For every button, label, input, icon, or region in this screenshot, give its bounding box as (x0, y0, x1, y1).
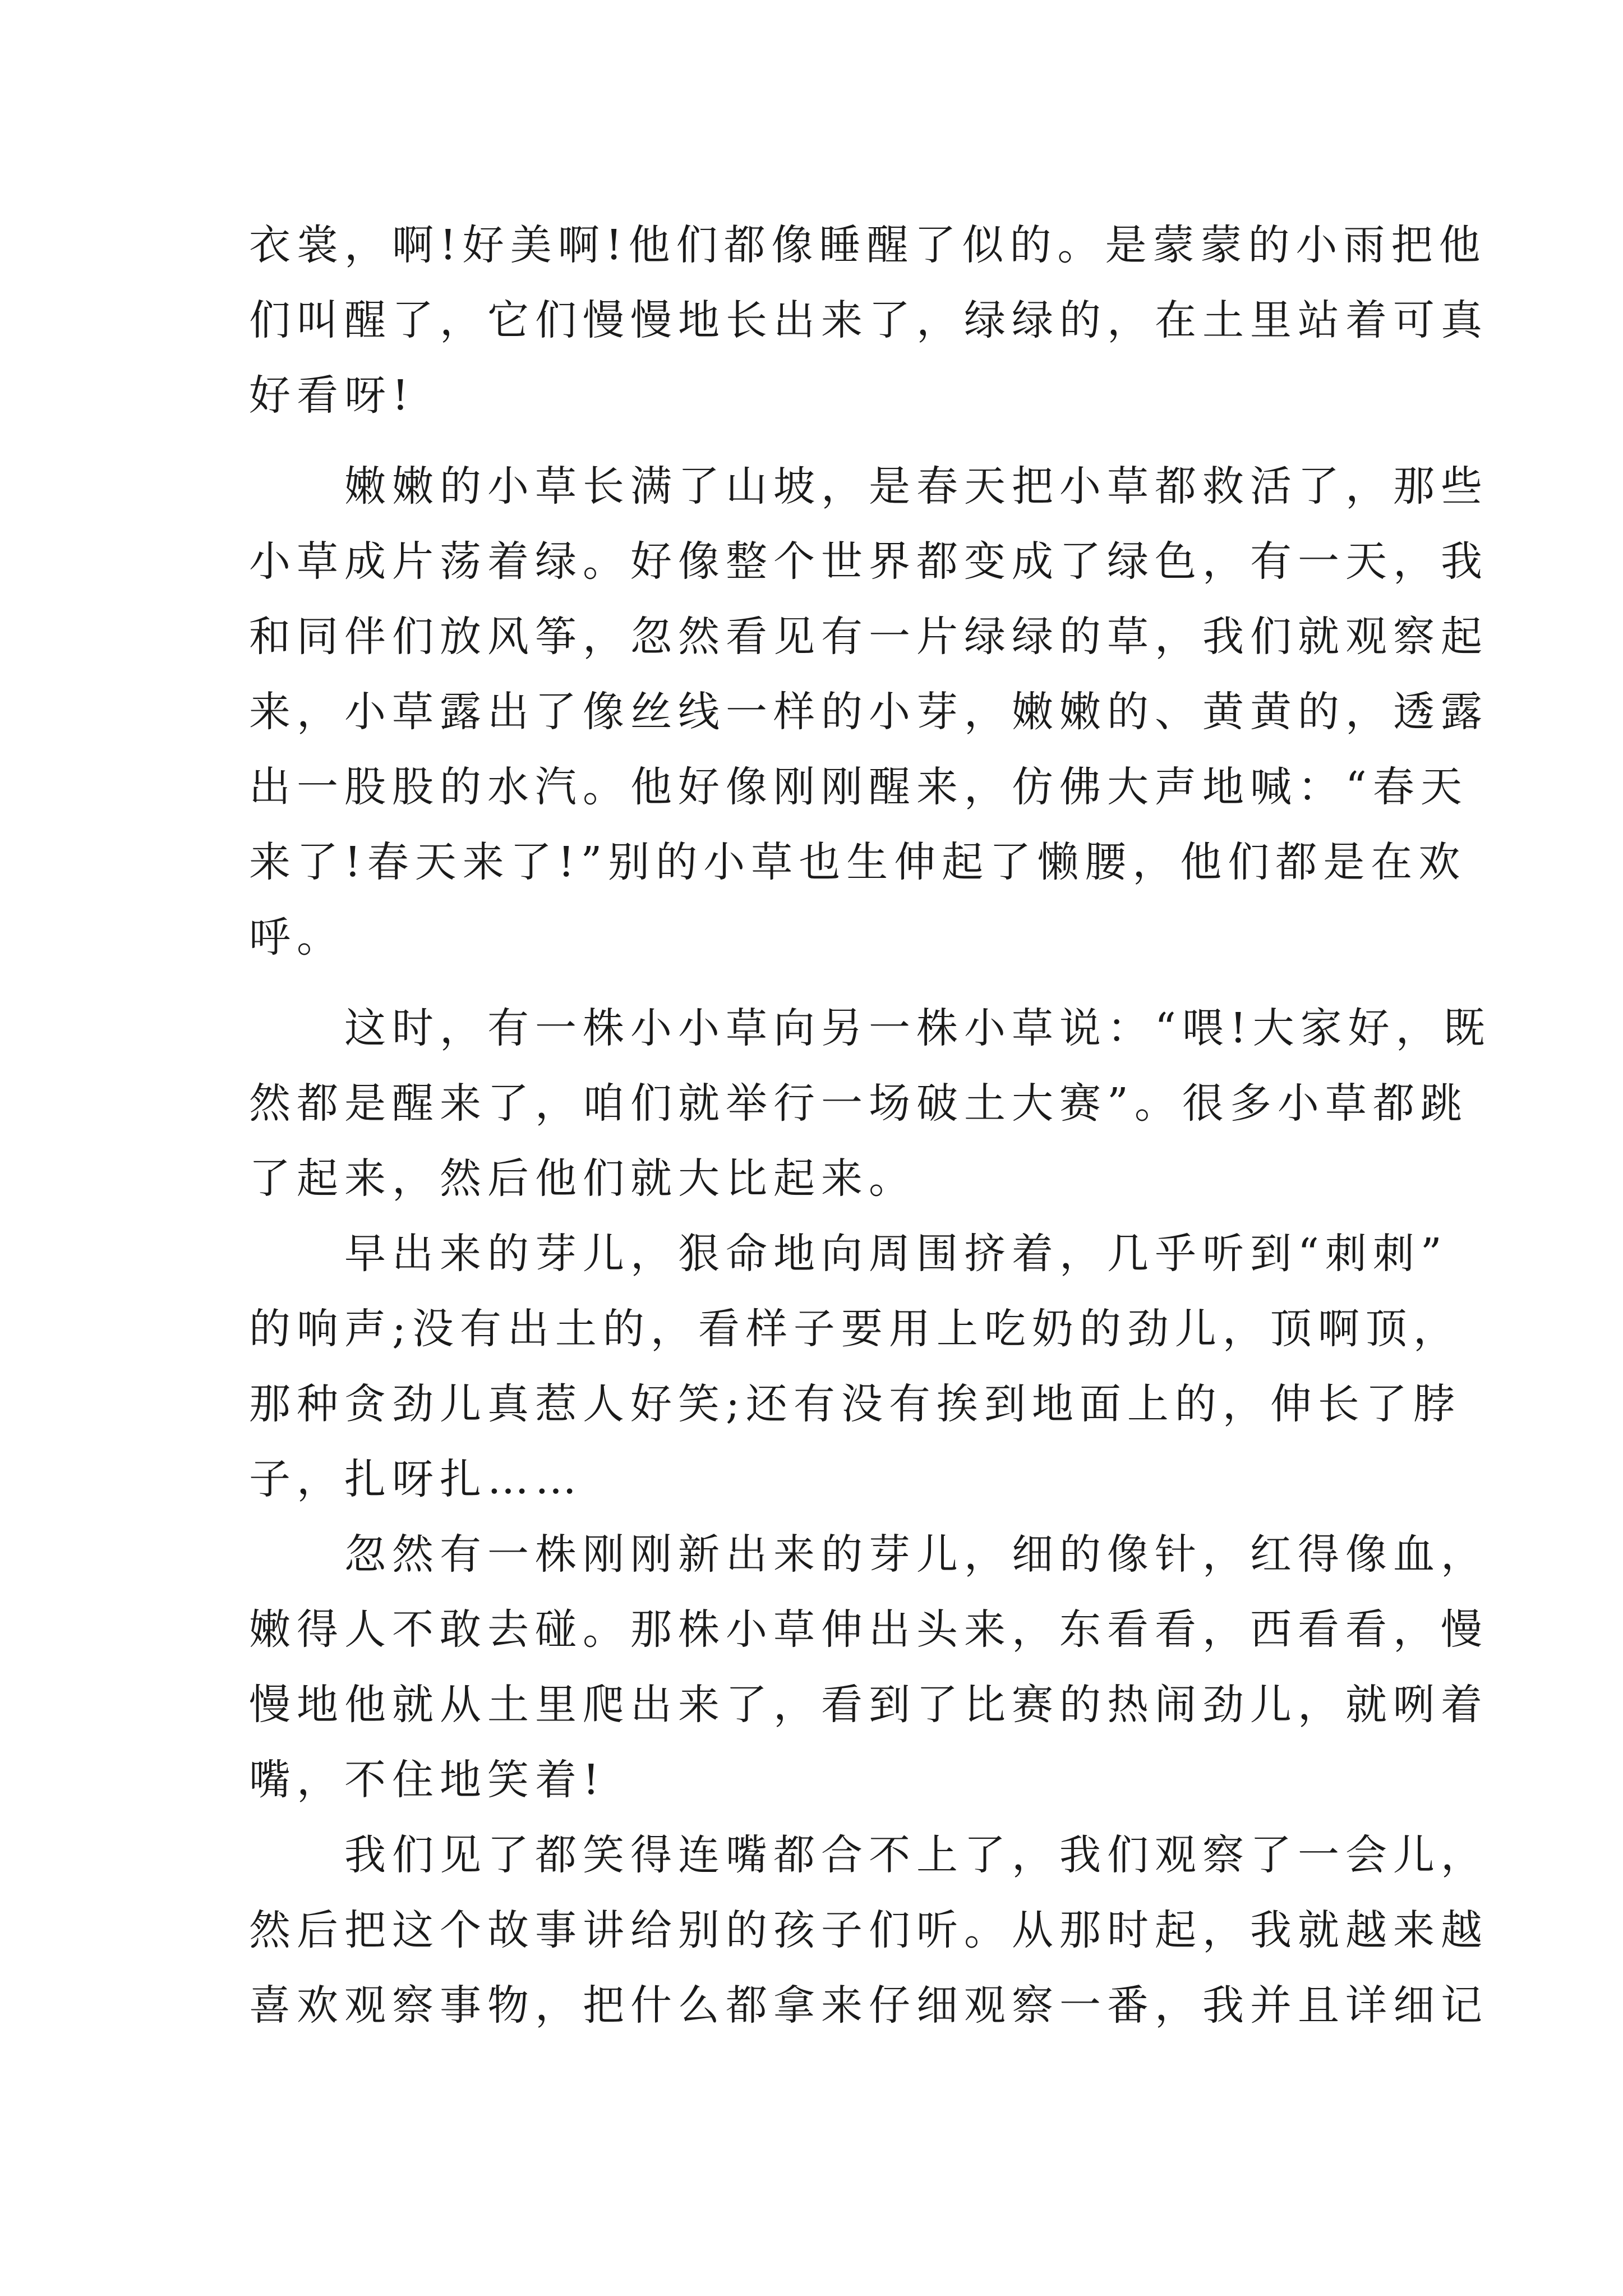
text-line: 慢地他就从土里爬出来了，看到了比赛的热闹劲儿，就咧着 (249, 1681, 1488, 1729)
text-line: 呼。 (249, 913, 344, 961)
text-line: 来了!春天来了!”别的小草也生伸起了懒腰，他们都是在欢 (249, 838, 1467, 886)
text-line: 那种贪劲儿真惹人好笑;还有没有挨到地面上的，伸长了脖 (249, 1380, 1461, 1428)
text-line: 早出来的芽儿，狠命地向周围挤着，几乎听到“刺刺” (249, 1230, 1448, 1278)
text-line: 好看呀! (249, 371, 415, 420)
document-body (249, 208, 1491, 2043)
text-line: 子，扎呀扎…… (249, 1455, 583, 1503)
text-line: 和同伴们放风筝，忽然看见有一片绿绿的草，我们就观察起 (249, 613, 1488, 661)
text-line: 喜欢观察事物，把什么都拿来仔细观察一番，我并且详细记 (249, 1981, 1488, 2030)
text-line: 嫩得人不敢去碰。那株小草伸出头来，东看看，西看看，慢 (249, 1605, 1488, 1654)
paragraph-2 (249, 449, 1488, 975)
text-line: 我们见了都笑得连嘴都合不上了，我们观察了一会儿， (249, 1831, 1488, 1879)
paragraph-spacer (249, 975, 1371, 991)
paragraph-6 (249, 1818, 1488, 2043)
paragraph-3 (249, 991, 1491, 1216)
text-line: 忽然有一株刚刚新出来的芽儿，细的像针，红得像血， (249, 1530, 1488, 1579)
text-line: 然都是醒来了，咱们就举行一场破土大赛”。很多小草都跳 (249, 1079, 1468, 1128)
paragraph-5 (249, 1517, 1488, 1818)
paragraph-spacer (249, 433, 1371, 449)
text-line: 衣裳，啊!好美啊!他们都像睡醒了似的。是蒙蒙的小雨把他 (249, 221, 1487, 269)
paragraph-4 (249, 1216, 1461, 1517)
text-line: 这时，有一株小小草向另一株小草说：“喂!大家好，既 (249, 1004, 1491, 1052)
text-line: 然后把这个故事讲给别的孩子们听。从那时起，我就越来越 (249, 1906, 1488, 1954)
text-line: 的响声;没有出土的，看样子要用上吃奶的劲儿，顶啊顶， (249, 1305, 1461, 1353)
text-line: 嫩嫩的小草长满了山坡，是春天把小草都救活了，那些 (249, 462, 1488, 510)
text-line: 了起来，然后他们就大比起来。 (249, 1154, 916, 1203)
text-line: 小草成片荡着绿。好像整个世界都变成了绿色，有一天，我 (249, 537, 1488, 586)
text-line: 出一股股的水汽。他好像刚刚醒来，仿佛大声地喊：“春天 (249, 763, 1468, 811)
text-line: 来，小草露出了像丝线一样的小芽，嫩嫩的、黄黄的，透露 (249, 688, 1488, 736)
text-line: 们叫醒了，它们慢慢地长出来了，绿绿的，在土里站着可真 (249, 296, 1488, 344)
paragraph-1 (249, 208, 1488, 433)
text-line: 嘴，不住地笑着! (249, 1756, 606, 1804)
